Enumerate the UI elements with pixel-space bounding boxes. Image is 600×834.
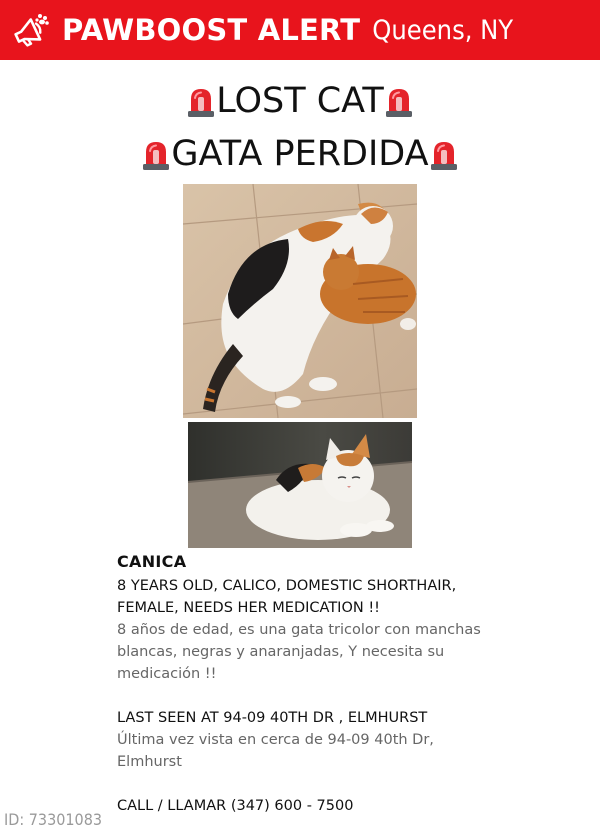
title-lost-cat (0, 78, 600, 124)
brand-name: PAWBOOST ALERT (62, 13, 361, 47)
contact-phone[interactable]: CALL / LLAMAR (347) 600 - 7500 (117, 798, 354, 814)
spacer (117, 685, 497, 707)
siren-icon (141, 137, 171, 171)
siren-icon (384, 84, 414, 118)
alert-id: ID: 73301083 (4, 810, 102, 829)
last-seen-english: LAST SEEN AT 94-09 40TH DR , ELMHURST (117, 710, 428, 726)
alert-header (0, 0, 600, 60)
megaphone-paw-icon (8, 8, 52, 52)
last-seen-spanish: Última vez vista en cerca de 94-09 40th Dr, Elmhurst (117, 732, 434, 770)
title-line-1: LOST CAT (216, 81, 384, 121)
description-spanish: 8 años de edad, es una gata tricolor con manchas blancas, negras y anaranjadas, Y necesita su medicación !! (117, 622, 481, 682)
description-english: 8 YEARS OLD, CALICO, DOMESTIC SHORTHAIR, FEMALE, NEEDS HER MEDICATION !! (117, 578, 457, 616)
siren-icon (186, 84, 216, 118)
title-gata-perdida (0, 131, 600, 177)
title-line-2: GATA PERDIDA (171, 134, 429, 174)
pet-name: CANICA (117, 552, 187, 571)
pet-photo-1 (183, 184, 417, 418)
pet-details (117, 551, 497, 817)
spacer (117, 773, 497, 795)
pet-photo-2 (188, 422, 412, 548)
siren-icon (429, 137, 459, 171)
alert-location: Queens, NY (372, 14, 514, 46)
